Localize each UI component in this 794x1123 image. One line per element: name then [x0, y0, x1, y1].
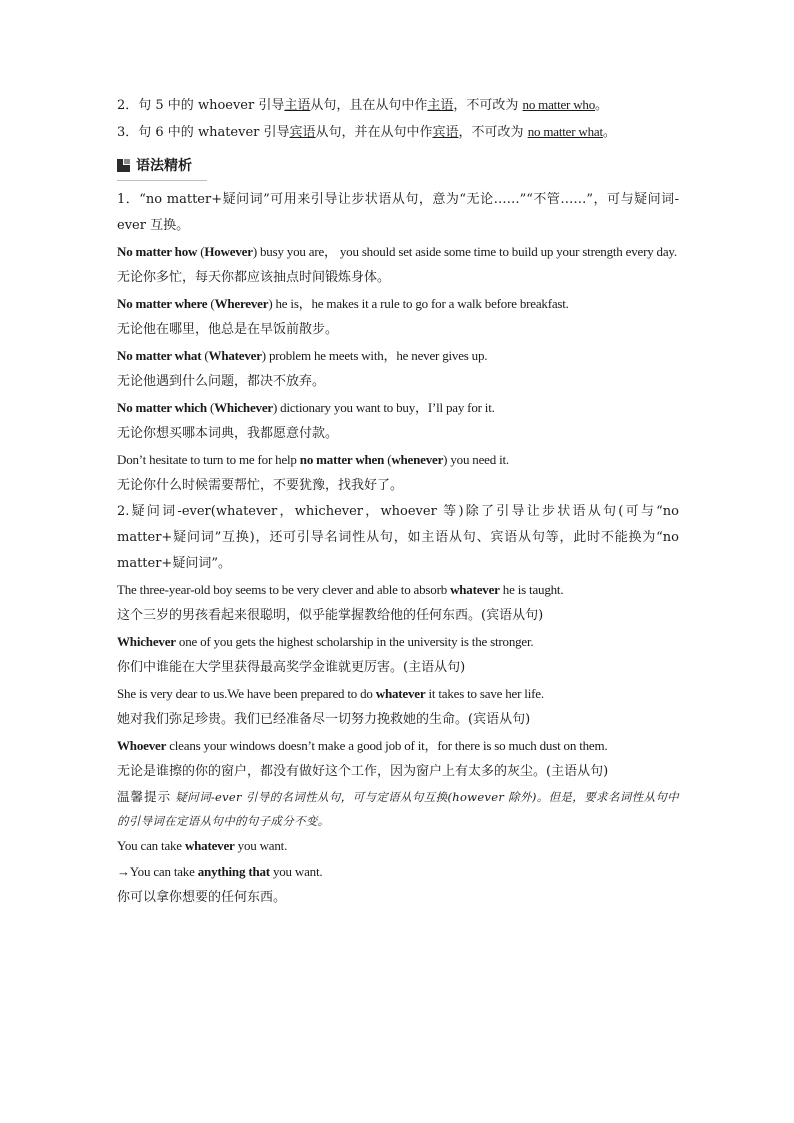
- underlined-term: no matter what: [527, 124, 603, 139]
- underlined-term: 主语: [284, 98, 311, 113]
- bold-term: No matter what: [117, 348, 202, 363]
- sentence-text: ) problem he meets with，he never gives up.: [261, 348, 488, 363]
- underlined-term: 主语: [427, 98, 454, 113]
- translation: 无论你想买哪本词典，我都愿意付款。: [117, 426, 339, 441]
- note-text: ，不可改为: [458, 125, 528, 140]
- note-text: ，不可改为: [453, 98, 523, 113]
- note-text: 从句，且在从句中作: [310, 98, 428, 113]
- section-heading: [117, 150, 207, 181]
- tip-label: 温馨提示: [117, 789, 172, 804]
- bold-term: No matter which: [117, 400, 207, 415]
- translation: 这个三岁的男孩看起来很聪明，似乎能掌握教给他的任何东西。(宾语从句): [117, 608, 544, 623]
- bold-term: no matter when: [299, 452, 385, 467]
- note-text: 。: [602, 125, 616, 140]
- translation: 你们中谁能在大学里获得最高奖学金谁就更厉害。(主语从句): [117, 660, 466, 675]
- bold-term: Whichever: [214, 400, 273, 415]
- underlined-term: no matter who: [522, 97, 596, 112]
- translation: 无论你什么时候需要帮忙，不要犹豫，找我好了。: [117, 478, 404, 493]
- underlined-term: 宾语: [432, 125, 459, 140]
- bold-term: anything that: [197, 864, 270, 879]
- sentence-text: Don’t hesitate to turn to me for help: [117, 452, 300, 467]
- example-sentence: [117, 733, 679, 759]
- bold-term: No matter where: [117, 296, 208, 311]
- sentence-text: ) dictionary you want to buy，I’ll pay for it.: [272, 400, 495, 415]
- example-sentence: [117, 833, 679, 859]
- example-sentence: [117, 239, 679, 265]
- sentence-text: ) you need it.: [443, 452, 509, 467]
- example-sentence: [117, 577, 679, 603]
- bold-term: Whoever: [117, 738, 167, 753]
- sentence-text: you want.: [234, 838, 288, 853]
- note-text: 2．句 5 中的 whoever 引导: [117, 98, 285, 113]
- sentence-text: The three-year-old boy seems to be very clever and able to absorb: [117, 582, 451, 597]
- sentence-text: (: [384, 452, 392, 467]
- translation: 无论他遇到什么问题，都决不放弃。: [117, 374, 326, 389]
- sentence-text: You can take: [117, 838, 185, 853]
- bold-term: whatever: [450, 582, 500, 597]
- paragraph-1-intro: 1．“no matter+疑问词”可用来引导让步状语从句，意为“无论……”“不管……”，可与疑问词-ever 互换。: [117, 192, 679, 233]
- tip-note: [117, 785, 679, 833]
- translation: 无论是谁擦的你的窗户，都没有做好这个工作，因为窗户上有太多的灰尘。(主语从句): [117, 764, 609, 779]
- sentence-text: he is taught.: [499, 582, 564, 597]
- translation: 无论他在哪里，他总是在早饭前散步。: [117, 322, 339, 337]
- note-text: 。: [595, 98, 609, 113]
- tip-text: 疑问词-ever 引导的名词性从句，可与定语从句互换(however 除外)。但是，要求名词性从句中的引导词在定语从句中的句子成分不变。: [117, 790, 679, 828]
- sentence-text: →You can take: [117, 864, 198, 879]
- note-2: [117, 92, 679, 119]
- note-text: 3．句 6 中的 whatever 引导: [117, 125, 290, 140]
- sentence-text: ) busy you are， you should set aside some time to build up your strength every day.: [252, 244, 677, 259]
- sentence-text: ) he is，he makes it a rule to go for a walk before breakfast.: [268, 296, 569, 311]
- example-sentence: [117, 681, 679, 707]
- section-title: 语法精析: [136, 158, 192, 174]
- example-sentence: [117, 447, 679, 473]
- sentence-text: (: [197, 244, 205, 259]
- bold-term: whatever: [184, 838, 235, 853]
- note-3: [117, 119, 679, 146]
- bold-term: Whatever: [208, 348, 262, 363]
- document-page: [117, 92, 679, 911]
- note-text: 从句，并在从句中作: [315, 125, 433, 140]
- sentence-text: one of you gets the highest scholarship in the university is the stronger.: [175, 634, 534, 649]
- sentence-text: you want.: [269, 864, 323, 879]
- translation: 你可以拿你想要的任何东西。: [117, 890, 287, 905]
- example-sentence: [117, 291, 679, 317]
- bold-term: However: [204, 244, 253, 259]
- sentence-text: She is very dear to us.We have been prepared to do: [117, 686, 376, 701]
- example-sentence: [117, 629, 679, 655]
- sentence-text: (: [201, 348, 209, 363]
- underlined-term: 宾语: [289, 125, 316, 140]
- paragraph-2-intro: 2.疑问词-ever(whatever，whichever，whoever 等)除了引导让步状语从句(可与“no matter+疑问词”互换)，还可引导名词性从句，如主语从句、宾语从句等，此时不能换为“no matter+疑问词”。: [117, 504, 679, 571]
- example-sentence: [117, 395, 679, 421]
- section-square-icon: [117, 159, 130, 172]
- sentence-text: cleans your windows doesn’t make a good job of it，for there is so much dust on them.: [166, 738, 608, 753]
- translation: 她对我们弥足珍贵。我们已经准备尽一切努力挽救她的生命。(宾语从句): [117, 712, 531, 727]
- translation: 无论你多忙，每天你都应该抽点时间锻炼身体。: [117, 270, 391, 285]
- example-sentence: [117, 343, 679, 369]
- sentence-text: (: [206, 400, 215, 415]
- bold-term: whatever: [375, 686, 426, 701]
- sentence-text: (: [207, 296, 215, 311]
- bold-term: whenever: [391, 452, 444, 467]
- bold-term: Whichever: [117, 634, 176, 649]
- bold-term: Wherever: [214, 296, 269, 311]
- example-sentence: [117, 859, 679, 885]
- bold-term: No matter how: [117, 244, 198, 259]
- sentence-text: it takes to save her life.: [425, 686, 544, 701]
